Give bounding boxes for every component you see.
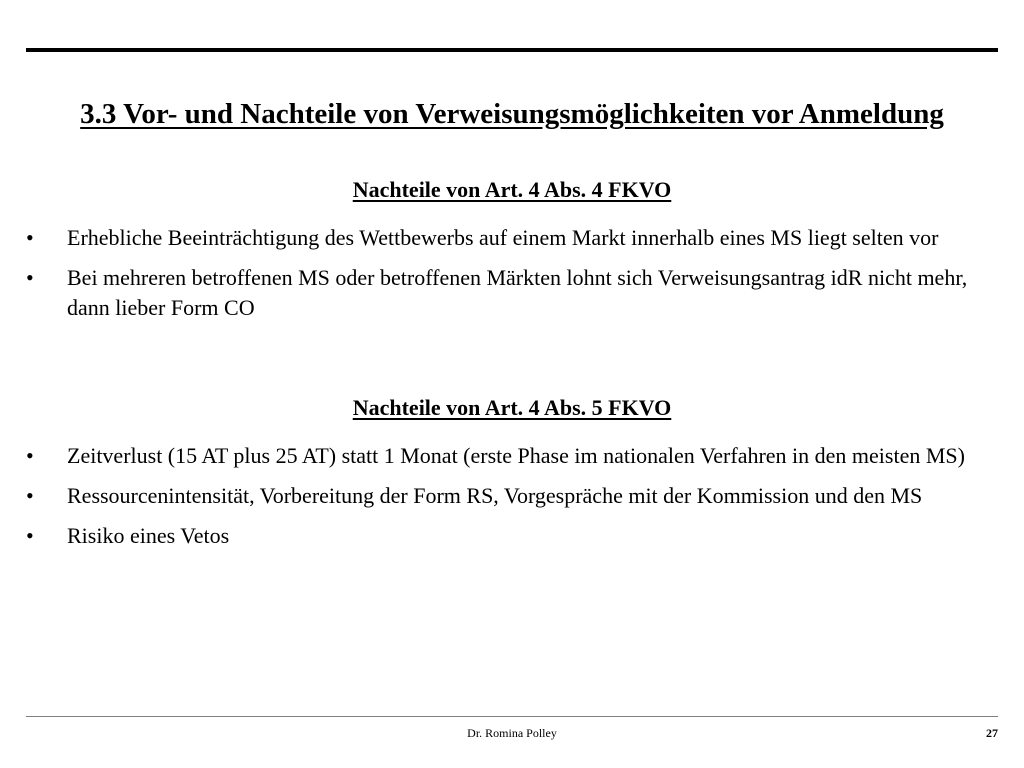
slide-title: 3.3 Vor- und Nachteile von Verweisungsmöglichkeiten vor Anmeldung <box>80 98 944 130</box>
footer-divider <box>26 716 998 717</box>
bullet-icon: • <box>26 443 34 468</box>
list-item <box>26 481 996 511</box>
list-item-text: Zeitverlust (15 AT plus 25 AT) statt 1 Monat (erste Phase im nationalen Verfahren in den meisten MS) <box>67 443 965 468</box>
bullet-icon: • <box>26 225 34 250</box>
footer-author: Dr. Romina Polley <box>467 726 557 740</box>
list-item <box>26 521 996 551</box>
list-item-text: Ressourcenintensität, Vorbereitung der Form RS, Vorgespräche mit der Kommission und den MS <box>67 483 923 508</box>
list-item-text: Bei mehreren betroffenen MS oder betroffenen Märkten lohnt sich Verweisungsantrag idR nicht mehr, dann lieber Form CO <box>67 265 968 320</box>
section-heading-art4-abs4: Nachteile von Art. 4 Abs. 4 FKVO <box>352 177 672 202</box>
section-heading-art4-abs5: Nachteile von Art. 4 Abs. 5 FKVO <box>352 395 672 420</box>
list-item <box>26 441 996 471</box>
bullet-icon: • <box>26 523 34 548</box>
list-item <box>26 263 996 323</box>
bullet-icon: • <box>26 483 34 508</box>
bullet-icon: • <box>26 265 34 290</box>
top-divider <box>26 48 998 52</box>
bullet-list-art4-abs4 <box>26 223 996 333</box>
list-item-text: Erhebliche Beeinträchtigung des Wettbewerbs auf einem Markt innerhalb eines MS liegt selten vor <box>67 225 939 250</box>
page-number: 27 <box>986 726 998 740</box>
list-item <box>26 223 996 253</box>
list-item-text: Risiko eines Vetos <box>67 523 230 548</box>
bullet-list-art4-abs5 <box>26 441 996 561</box>
